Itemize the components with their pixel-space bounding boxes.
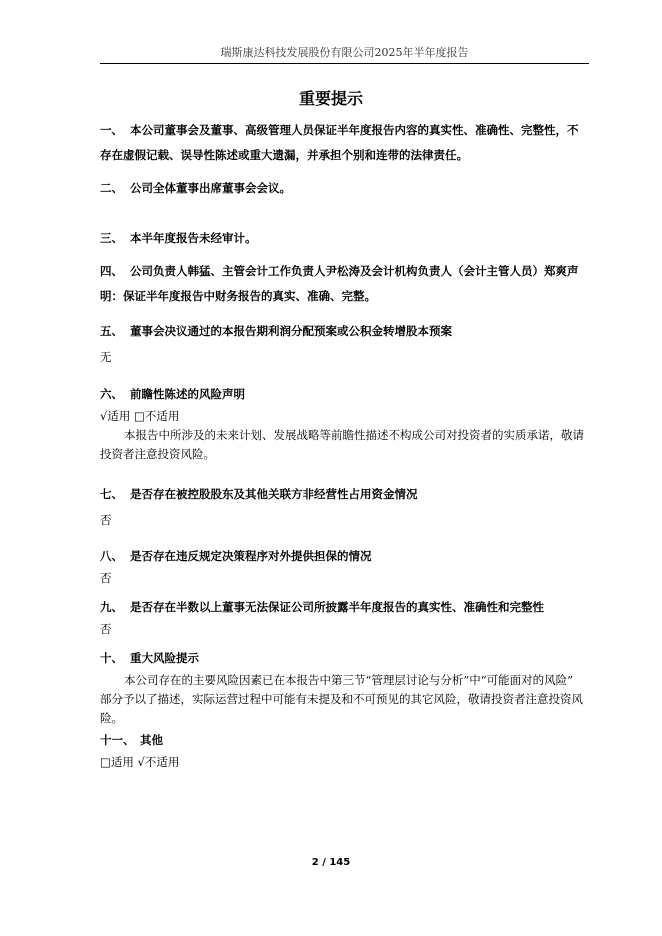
page-title: 重要提示 [298,89,363,108]
item-answer: 无 [100,350,112,364]
item-number: 三、 [100,231,123,245]
item-text: 是否存在被控股股东及其他关联方非经营性占用资金情况 [130,487,418,501]
item-paragraph-cont: 险。 [100,711,123,725]
item-answer: 否 [100,622,112,636]
item-number: 一、 [100,123,123,137]
item-text: 是否存在违反规定决策程序对外提供担保的情况 [130,549,372,563]
item-paragraph: 本公司存在的主要风险因素已在本报告中第三节“管理层讨论与分析”中“可能面对的风险” [124,673,574,687]
item-2 [100,176,590,201]
item-6 [100,382,590,464]
item-answer: 否 [100,571,112,585]
item-number: 十一、 [100,733,135,747]
item-number: 十、 [100,651,123,665]
item-3 [100,226,590,251]
item-paragraph-cont: 部分予以了描述，实际运营过程中可能有未提及和不可预见的其它风险，敬请投资者注意投资风 [100,692,583,706]
item-text: 公司负责人韩猛、主管会计工作负责人尹松涛及会计机构负责人（会计主管人员）郑爽声 [130,264,579,278]
applicability-option: √适用 □不适用 [100,409,180,423]
item-text: 重大风险提示 [130,651,199,665]
item-text-cont: 明：保证半年度报告中财务报告的真实、准确、完整。 [100,289,376,303]
item-text: 董事会决议通过的本报告期利润分配预案或公积金转增股本预案 [130,324,452,338]
item-text-cont: 存在虚假记载、误导性陈述或重大遗漏，并承担个别和连带的法律责任。 [100,148,468,162]
item-10 [100,646,590,728]
header-rule [100,63,589,64]
item-paragraph-cont: 投资者注意投资风险。 [100,447,215,461]
page-number: 2 / 145 [311,857,351,868]
item-number: 九、 [100,600,123,614]
applicability-option: □适用 √不适用 [100,755,180,769]
item-text: 是否存在半数以上董事无法保证公司所披露半年度报告的真实性、准确性和完整性 [130,600,544,614]
item-text: 本半年度报告未经审计。 [130,231,257,245]
item-paragraph: 本报告中所涉及的未来计划、发展战略等前瞻性描述不构成公司对投资者的实质承诺，敬请 [124,428,584,442]
item-number: 八、 [100,549,123,563]
item-text: 前瞻性陈述的风险声明 [130,387,245,401]
item-5 [100,319,590,367]
item-text: 本公司董事会及董事、高级管理人员保证半年度报告内容的真实性、准确性、完整性，不 [130,123,579,137]
item-text: 公司全体董事出席董事会会议。 [130,181,291,195]
item-text: 其他 [140,733,163,747]
running-header: 瑞斯康达科技发展股份有限公司2025年半年度报告 [220,46,469,59]
item-number: 七、 [100,487,123,501]
item-number: 六、 [100,387,123,401]
item-4 [100,259,590,309]
item-11 [100,728,590,772]
item-7 [100,482,590,530]
item-9 [100,595,590,639]
item-number: 二、 [100,181,123,195]
item-number: 四、 [100,264,123,278]
item-1 [100,118,590,168]
item-8 [100,544,590,588]
item-number: 五、 [100,324,123,338]
item-answer: 否 [100,513,112,527]
